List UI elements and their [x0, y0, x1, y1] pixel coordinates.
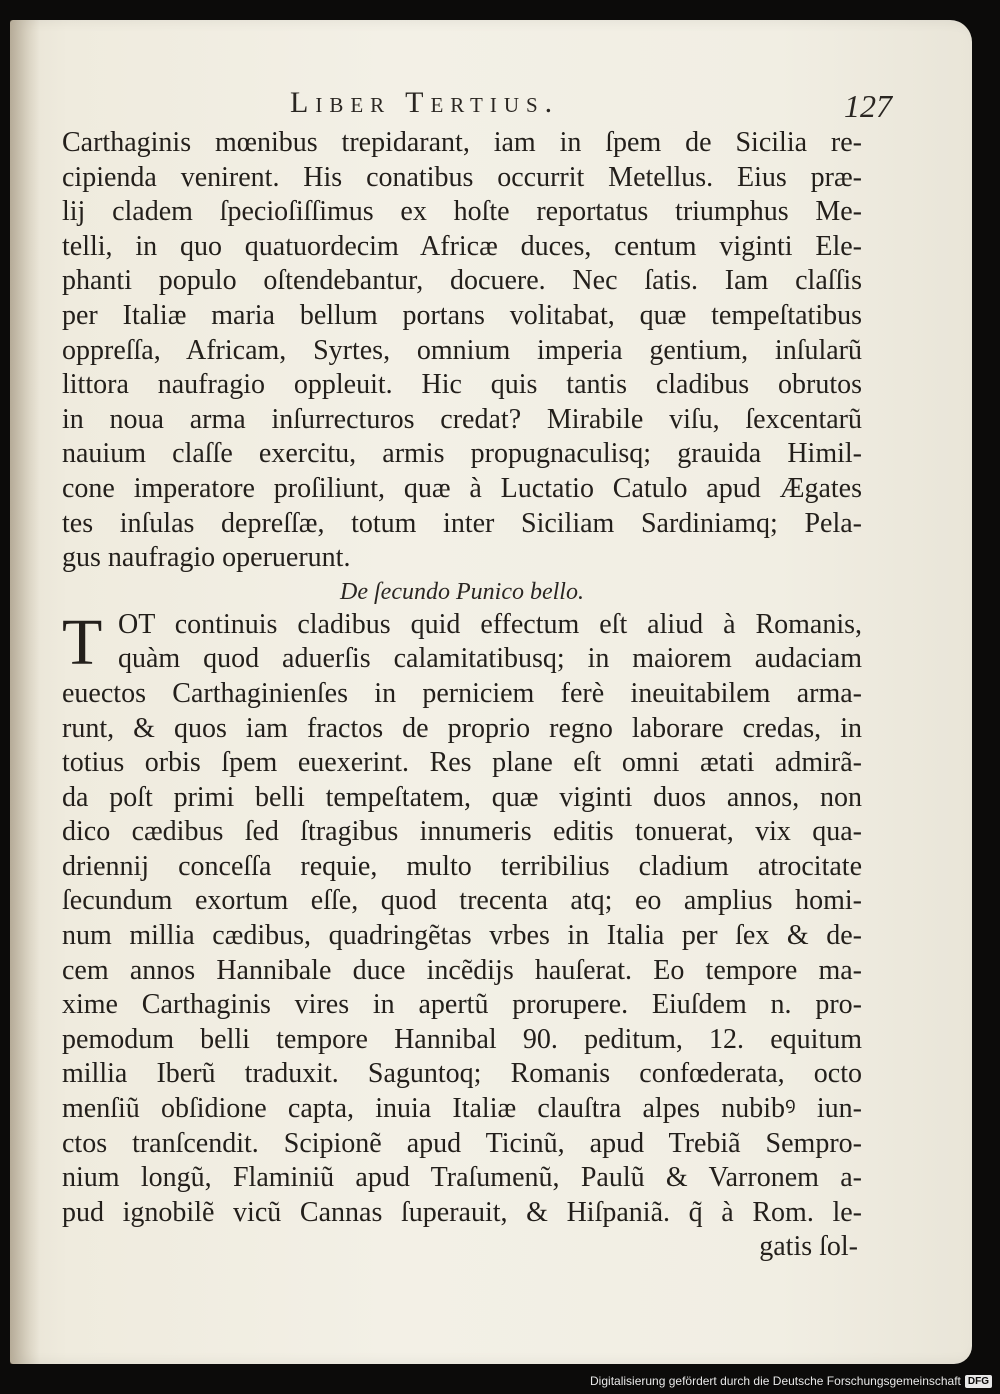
paragraph-2 [62, 605, 862, 1265]
text-line: pemodum belli tempore Hannibal 90. peditum, 12. equitum [62, 1023, 862, 1055]
text-line: cipienda venirent. His conatibus occurrit Metellus. Eius præ- [62, 161, 862, 193]
text-line: oppreſſa, Africam, Syrtes, omnium imperia gentium, inſularũ [62, 334, 862, 366]
text-line: cem annos Hannibale duce incẽdijs hauſerat. Eo tempore ma- [62, 954, 862, 986]
credit-text: Digitalisierung gefördert durch die Deutsche Forschungsgemeinschaft [590, 1374, 961, 1388]
text-line: Carthaginis mœnibus trepidarant, iam in ſpem de Sicilia re- [62, 127, 862, 158]
text-line: littora naufragio oppleuit. Hic quis tantis cladibus obrutos [62, 369, 862, 401]
text-line: euectos Carthaginienſes in perniciem ferè ineuitabilem arma- [62, 677, 862, 709]
text-line: xime Carthaginis vires in apertũ prorupere. Eiuſdem n. pro- [62, 989, 862, 1021]
body-text [62, 126, 862, 1265]
text-line: driennij conceſſa requie, multo terribilius cladium atrocitate [62, 850, 862, 882]
text-line: nauium claſſe exercitu, armis propugnaculisq; grauida Himil- [62, 438, 862, 470]
text-line: ctos tranſcendit. Scipionẽ apud Ticinũ, apud Trebiã Sempro- [62, 1127, 862, 1159]
text-line: tes inſulas depreſſæ, totum inter Siciliam Sardiniamq; Pela- [62, 507, 862, 539]
text-line: ſecundum exortum eſſe, quod trecenta atq; eo amplius homi- [62, 885, 862, 917]
text-line: cone imperatore proſiliunt, quæ à Luctatio Catulo apud Ægates [62, 472, 862, 504]
text-line: per Italiæ maria bellum portans volitabat, quæ tempeſtatibus [62, 299, 862, 331]
dfg-logo-icon: DFG [965, 1375, 992, 1388]
text-line: nium longũ, Flaminiũ apud Traſumenũ, Paulũ & Varronem a- [62, 1162, 862, 1194]
text-line: lij cladem ſpecioſiſſimus ex hoſte reportatus triumphus Me- [62, 196, 862, 228]
text-line: menſiũ obſidione capta, inuia Italiæ clauſtra alpes nubibꝰ iun- [62, 1093, 862, 1125]
drop-capital: T [62, 605, 103, 679]
text-line: OT continuis cladibus quid effectum eſt aliud à Romanis, [118, 608, 862, 640]
text-line: telli, in quo quatuordecim Africæ duces, centum viginti Ele- [62, 230, 862, 262]
text-line: phanti populo oſtendebantur, docuere. Nec ſatis. Iam claſſis [62, 265, 862, 297]
text-line: runt, & quos iam fractos de proprio regno laborare credas, in [62, 712, 862, 744]
section-heading: De ſecundo Punico bello. [340, 578, 584, 605]
page-header [70, 78, 892, 124]
text-line: millia Iberũ traduxit. Saguntoq; Romanis confœderata, octo [62, 1058, 862, 1090]
text-line: num millia cædibus, quadringẽtas vrbes in Italia per ſex & de- [62, 920, 862, 952]
paragraph-1 [62, 126, 862, 576]
text-line: quàm quod aduerſis calamitatibusq; in maiorem audaciam [118, 643, 862, 675]
text-line: dico cædibus ſed ſtragibus innumeris editis tonuerat, vix qua- [62, 816, 862, 848]
text-line: gus naufragio operuerunt. [62, 542, 351, 574]
running-title: Liber Tertius. [290, 86, 560, 119]
catchword: gatis ſol- [759, 1231, 858, 1263]
text-line: in noua arma inſurrecturos credat? Mirabile viſu, ſexcentarũ [62, 403, 862, 435]
text-line: da poſt primi belli tempeſtatem, quæ viginti duos annos, non [62, 781, 862, 813]
text-line: pud ignobilẽ vicũ Cannas ſuperauit, & Hiſpaniã. q̃ à Rom. le- [62, 1196, 862, 1228]
text-line: totius orbis ſpem euexerint. Res plane eſt omni ætati admirã- [62, 747, 862, 779]
page-number: 127 [844, 88, 892, 124]
book-page [10, 20, 972, 1364]
digitization-credit [590, 1374, 992, 1388]
